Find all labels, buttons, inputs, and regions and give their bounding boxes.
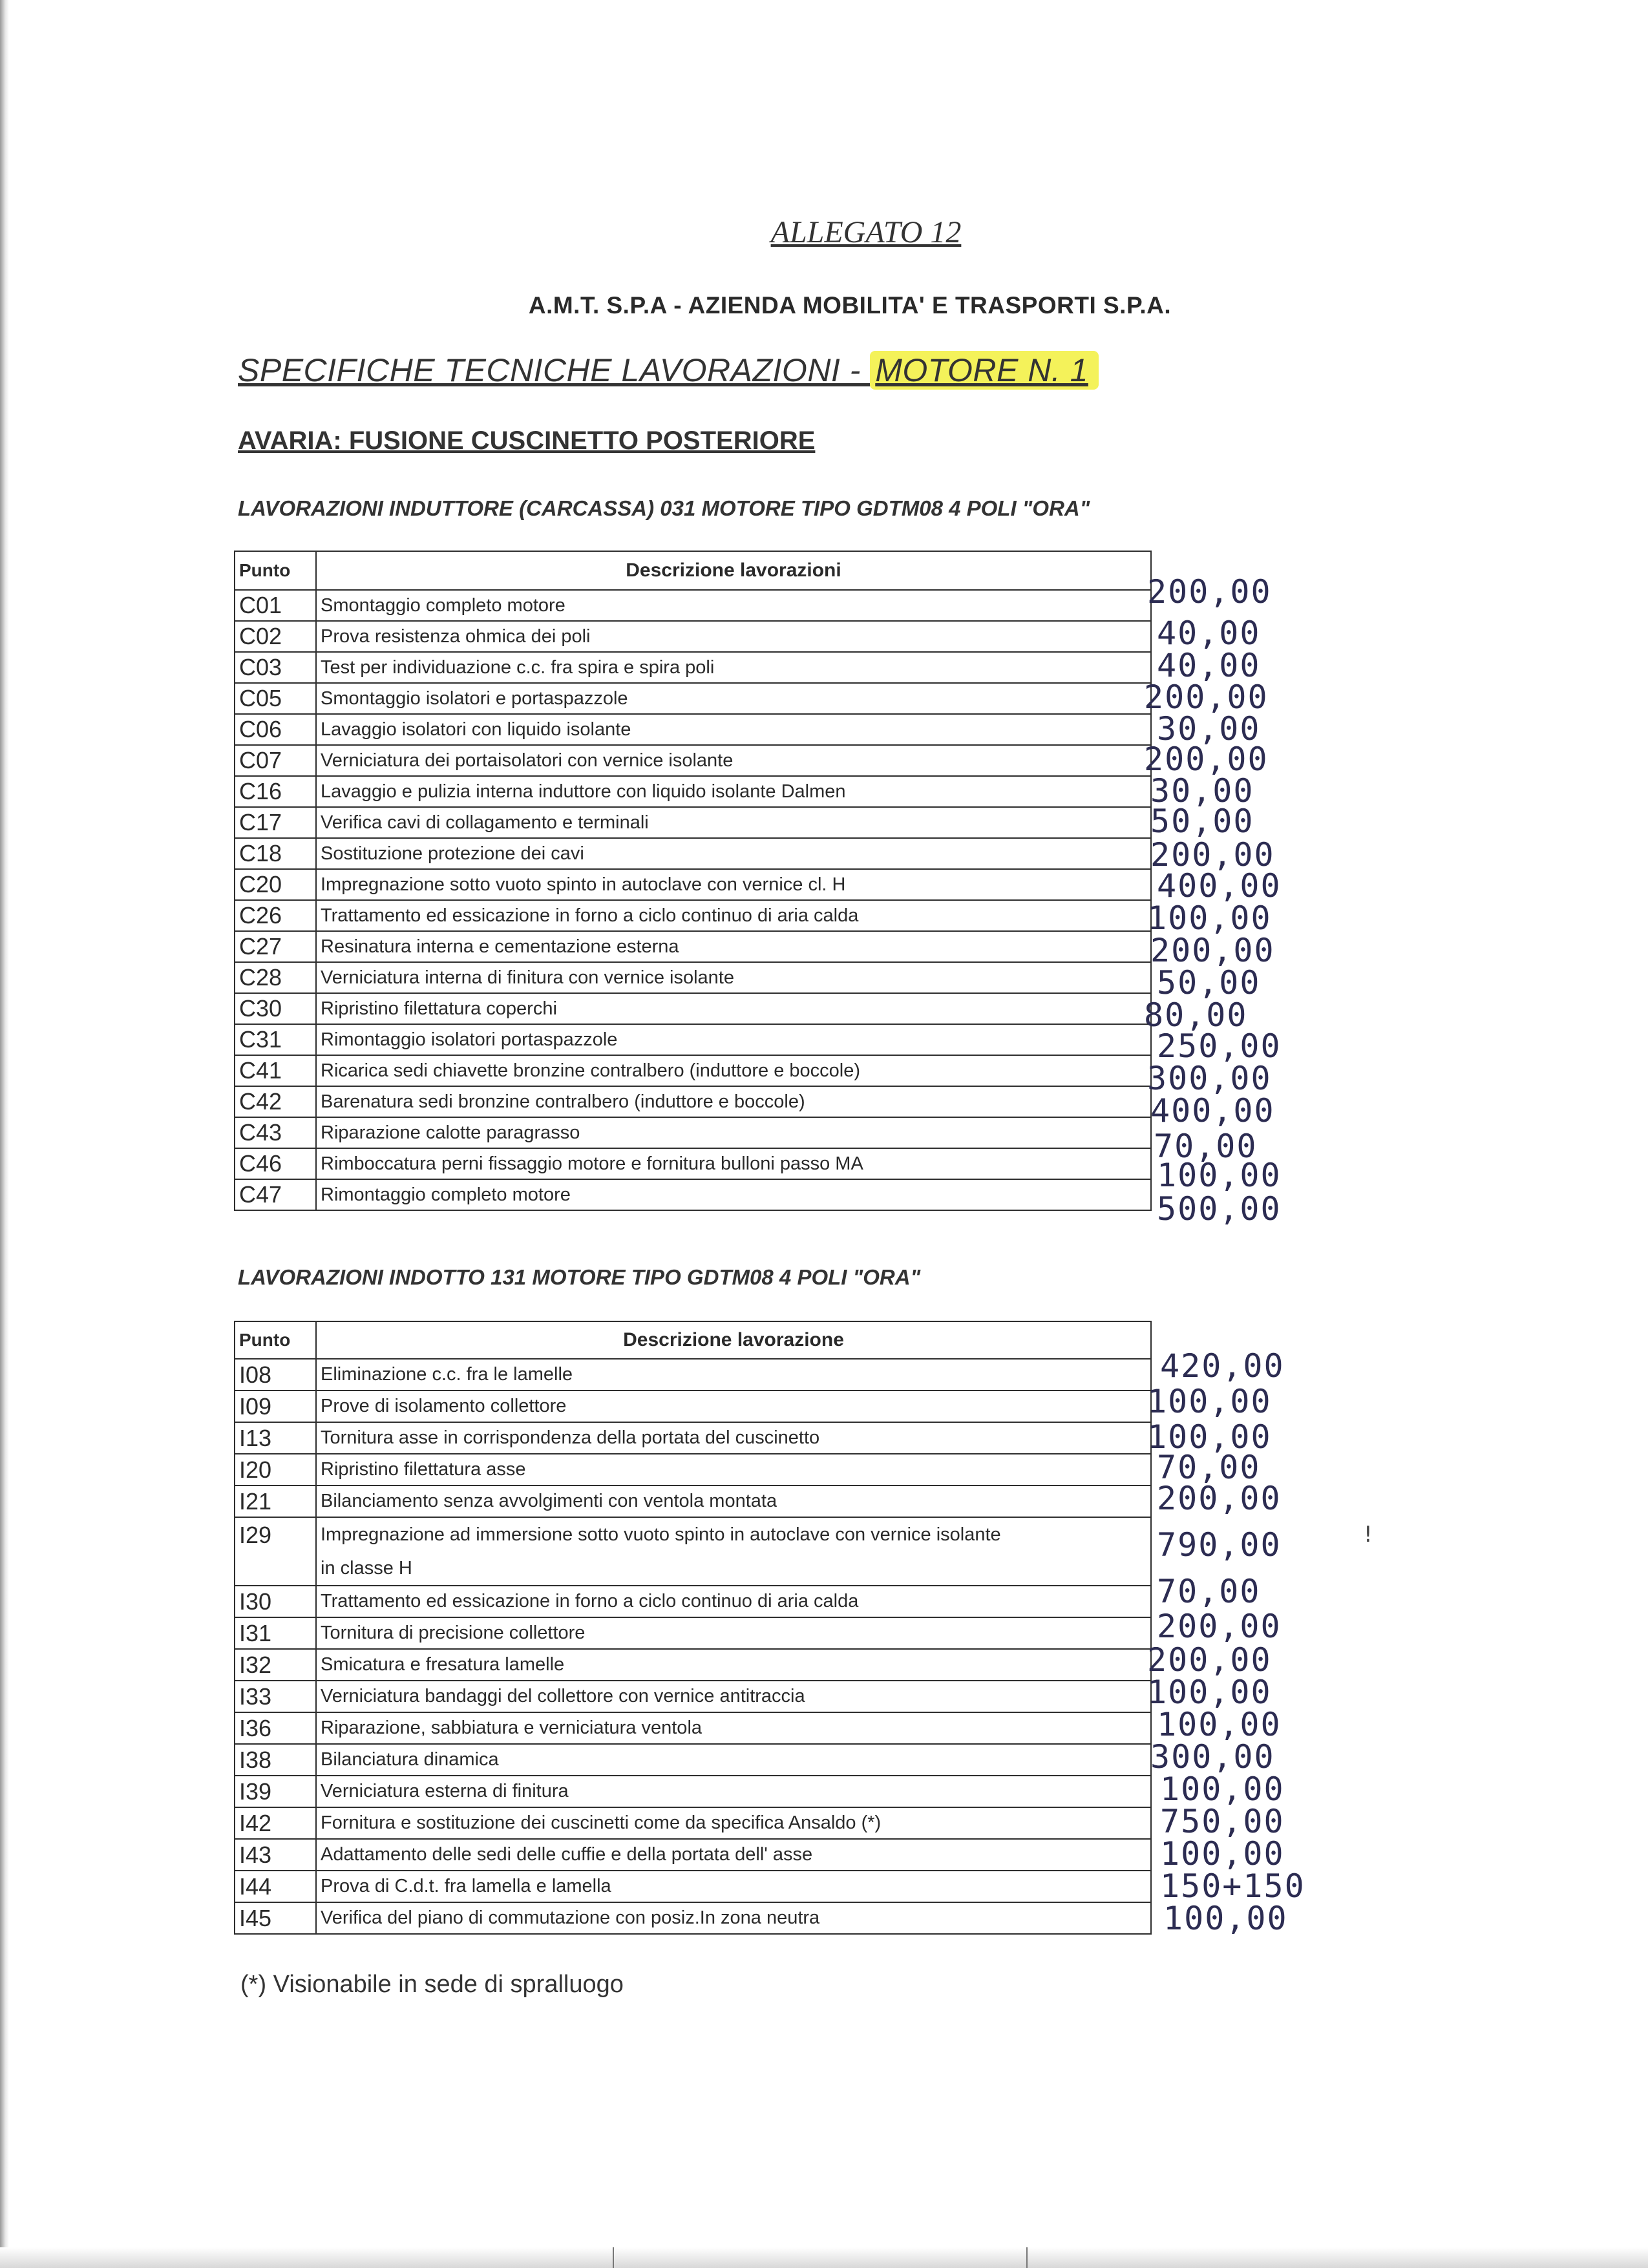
handwritten-price: 70,00 bbox=[1157, 1449, 1261, 1486]
allegato-title: ALLEGATO 12 bbox=[770, 215, 962, 249]
spec-title bbox=[238, 352, 1099, 389]
column-header-punto: Punto bbox=[235, 1321, 316, 1359]
handwritten-price: 150+150 bbox=[1160, 1867, 1305, 1905]
handwritten-price: 50,00 bbox=[1157, 964, 1261, 1002]
table-row bbox=[235, 1712, 1151, 1744]
row-code: I30 bbox=[235, 1586, 316, 1617]
table-row bbox=[235, 1179, 1151, 1210]
row-code: C01 bbox=[235, 590, 316, 621]
table-header-row bbox=[235, 1321, 1151, 1359]
row-description: Ripristino filettatura asse bbox=[316, 1454, 1151, 1486]
handwritten-price: 400,00 bbox=[1157, 867, 1282, 905]
table-row bbox=[235, 1681, 1151, 1712]
handwritten-price: 40,00 bbox=[1157, 647, 1261, 684]
row-description: Verniciatura interna di finitura con vernice isolante bbox=[316, 962, 1151, 993]
table-indotto bbox=[234, 1321, 1152, 1935]
table-row bbox=[235, 1422, 1151, 1454]
table-header-row bbox=[235, 551, 1151, 590]
table-row bbox=[235, 1586, 1151, 1617]
row-description: Trattamento ed essicazione in forno a ciclo continuo di aria calda bbox=[316, 1586, 1151, 1617]
row-code: C43 bbox=[235, 1117, 316, 1148]
row-code: I33 bbox=[235, 1681, 316, 1712]
row-description: Tornitura di precisione collettore bbox=[316, 1617, 1151, 1649]
row-code: I44 bbox=[235, 1871, 316, 1902]
avaria-title: AVARIA: FUSIONE CUSCINETTO POSTERIORE bbox=[238, 426, 816, 455]
handwritten-price: 70,00 bbox=[1154, 1128, 1258, 1165]
company-name: A.M.T. S.P.A - AZIENDA MOBILITA' E TRASPORTI S.P.A. bbox=[528, 292, 1172, 319]
row-description: Resinatura interna e cementazione esterna bbox=[316, 931, 1151, 962]
handwritten-price: 250,00 bbox=[1157, 1027, 1282, 1065]
row-description: Fornitura e sostituzione dei cuscinetti come da specifica Ansaldo (*) bbox=[316, 1807, 1151, 1839]
handwritten-price: 200,00 bbox=[1147, 573, 1272, 611]
row-description: Smontaggio isolatori e portaspazzole bbox=[316, 683, 1151, 714]
table-row bbox=[235, 1024, 1151, 1055]
handwritten-price: 400,00 bbox=[1150, 1092, 1275, 1129]
table-row bbox=[235, 869, 1151, 900]
row-description: Test per individuazione c.c. fra spira e spira poli bbox=[316, 652, 1151, 683]
table-row bbox=[235, 745, 1151, 776]
row-description: Ricarica sedi chiavette bronzine contralbero (induttore e boccole) bbox=[316, 1055, 1151, 1086]
handwritten-price: 200,00 bbox=[1150, 836, 1275, 874]
row-description: Lavaggio isolatori con liquido isolante bbox=[316, 714, 1151, 745]
handwritten-price: 500,00 bbox=[1157, 1190, 1282, 1228]
row-description: Impregnazione sotto vuoto spinto in autoclave con vernice cl. H bbox=[316, 869, 1151, 900]
row-code: I45 bbox=[235, 1902, 316, 1934]
row-code: C26 bbox=[235, 900, 316, 931]
handwritten-price: 100,00 bbox=[1147, 1418, 1272, 1456]
table-row bbox=[235, 652, 1151, 683]
row-code: C47 bbox=[235, 1179, 316, 1210]
row-description: Barenatura sedi bronzine contralbero (induttore e boccole) bbox=[316, 1086, 1151, 1117]
row-code: I36 bbox=[235, 1712, 316, 1744]
handwritten-price: 70,00 bbox=[1157, 1573, 1261, 1610]
handwritten-price: 200,00 bbox=[1157, 1608, 1282, 1645]
row-code: C31 bbox=[235, 1024, 316, 1055]
table-row bbox=[235, 1517, 1151, 1586]
row-code: I20 bbox=[235, 1454, 316, 1486]
row-code: C07 bbox=[235, 745, 316, 776]
handwritten-price: 790,00 bbox=[1157, 1526, 1282, 1564]
row-code: I39 bbox=[235, 1776, 316, 1807]
table-row bbox=[235, 1839, 1151, 1871]
row-description: Ripristino filettatura coperchi bbox=[316, 993, 1151, 1024]
handwritten-price: 100,00 bbox=[1160, 1770, 1285, 1808]
row-description: Riparazione, sabbiatura e verniciatura ventola bbox=[316, 1712, 1151, 1744]
row-description: Smontaggio completo motore bbox=[316, 590, 1151, 621]
table-row bbox=[235, 714, 1151, 745]
scan-border-left bbox=[0, 0, 9, 2268]
row-description: Riparazione calotte paragrasso bbox=[316, 1117, 1151, 1148]
handwritten-price: 200,00 bbox=[1144, 740, 1269, 778]
table-row bbox=[235, 1871, 1151, 1902]
table-row bbox=[235, 1902, 1151, 1934]
row-code: C06 bbox=[235, 714, 316, 745]
handwritten-price: 50,00 bbox=[1150, 803, 1254, 840]
handwritten-price: 200,00 bbox=[1150, 932, 1275, 969]
table-row bbox=[235, 1055, 1151, 1086]
handwritten-price: 100,00 bbox=[1157, 1706, 1282, 1743]
scan-mark bbox=[1026, 2247, 1028, 2268]
row-description-line1: Impregnazione ad immersione sotto vuoto spinto in autoclave con vernice isolante bbox=[321, 1524, 1001, 1545]
row-code: I31 bbox=[235, 1617, 316, 1649]
scan-mark bbox=[613, 2247, 614, 2268]
row-code: I09 bbox=[235, 1391, 316, 1422]
row-code: I38 bbox=[235, 1744, 316, 1776]
handwritten-price: 100,00 bbox=[1163, 1900, 1288, 1937]
row-description: Verniciatura bandaggi del collettore con vernice antitraccia bbox=[316, 1681, 1151, 1712]
table-row bbox=[235, 1454, 1151, 1486]
row-code: C28 bbox=[235, 962, 316, 993]
table-row bbox=[235, 1776, 1151, 1807]
row-description: Eliminazione c.c. fra le lamelle bbox=[316, 1359, 1151, 1391]
row-code: I21 bbox=[235, 1486, 316, 1517]
spec-title-highlight: MOTORE N. 1 bbox=[870, 351, 1099, 390]
row-description: Adattamento delle sedi delle cuffie e della portata dell' asse bbox=[316, 1839, 1151, 1871]
row-description: Verniciatura esterna di finitura bbox=[316, 1776, 1151, 1807]
table-row bbox=[235, 683, 1151, 714]
handwritten-price: 300,00 bbox=[1150, 1738, 1275, 1776]
row-description: Prova di C.d.t. fra lamella e lamella bbox=[316, 1871, 1151, 1902]
spec-title-prefix: SPECIFICHE TECNICHE LAVORAZIONI - bbox=[238, 352, 871, 388]
table-row bbox=[235, 900, 1151, 931]
row-code: C03 bbox=[235, 652, 316, 683]
row-description: Smicatura e fresatura lamelle bbox=[316, 1649, 1151, 1681]
table-row bbox=[235, 1086, 1151, 1117]
margin-exclamation-mark: ! bbox=[1364, 1522, 1373, 1548]
scan-border-bottom bbox=[0, 2247, 1648, 2268]
row-description bbox=[316, 1517, 1151, 1586]
row-description: Tornitura asse in corrispondenza della portata del cuscinetto bbox=[316, 1422, 1151, 1454]
row-code: C02 bbox=[235, 621, 316, 652]
column-header-descrizione: Descrizione lavorazione bbox=[316, 1321, 1151, 1359]
handwritten-price: 750,00 bbox=[1160, 1803, 1285, 1840]
row-description: Prove di isolamento collettore bbox=[316, 1391, 1151, 1422]
row-code: C30 bbox=[235, 993, 316, 1024]
row-description: Rimontaggio completo motore bbox=[316, 1179, 1151, 1210]
table-row bbox=[235, 1391, 1151, 1422]
row-code: C41 bbox=[235, 1055, 316, 1086]
handwritten-price: 30,00 bbox=[1157, 710, 1261, 748]
table-row bbox=[235, 993, 1151, 1024]
row-code: C16 bbox=[235, 776, 316, 807]
table-row bbox=[235, 1617, 1151, 1649]
table-row bbox=[235, 1744, 1151, 1776]
handwritten-price: 200,00 bbox=[1144, 678, 1269, 716]
row-description: Prova resistenza ohmica dei poli bbox=[316, 621, 1151, 652]
row-code: I29 bbox=[235, 1517, 316, 1586]
row-code: C42 bbox=[235, 1086, 316, 1117]
handwritten-price: 100,00 bbox=[1157, 1157, 1282, 1194]
row-code: I08 bbox=[235, 1359, 316, 1391]
section2-title: LAVORAZIONI INDOTTO 131 MOTORE TIPO GDTM08 4 POLI "ORA" bbox=[238, 1265, 921, 1289]
row-description: Verifica cavi di collagamento e terminali bbox=[316, 807, 1151, 838]
row-code: C17 bbox=[235, 807, 316, 838]
footnote: (*) Visionabile in sede di spralluogo bbox=[240, 1971, 624, 1998]
table-row bbox=[235, 838, 1151, 869]
handwritten-price: 100,00 bbox=[1147, 1674, 1272, 1711]
row-code: C20 bbox=[235, 869, 316, 900]
table-row bbox=[235, 1807, 1151, 1839]
table-row bbox=[235, 807, 1151, 838]
row-code: C46 bbox=[235, 1148, 316, 1179]
handwritten-price: 420,00 bbox=[1160, 1347, 1285, 1385]
column-header-punto: Punto bbox=[235, 551, 316, 590]
handwritten-price: 30,00 bbox=[1150, 772, 1254, 810]
table-row bbox=[235, 621, 1151, 652]
table-row bbox=[235, 962, 1151, 993]
row-description: Bilanciatura dinamica bbox=[316, 1744, 1151, 1776]
handwritten-price: 300,00 bbox=[1147, 1060, 1272, 1097]
section1-title: LAVORAZIONI INDUTTORE (CARCASSA) 031 MOTORE TIPO GDTM08 4 POLI "ORA" bbox=[238, 496, 1090, 520]
handwritten-price: 100,00 bbox=[1147, 899, 1272, 937]
row-description: Verifica del piano di commutazione con posiz.In zona neutra bbox=[316, 1902, 1151, 1934]
handwritten-price: 100,00 bbox=[1147, 1383, 1272, 1420]
table-row bbox=[235, 1486, 1151, 1517]
row-code: I43 bbox=[235, 1839, 316, 1871]
table-row bbox=[235, 931, 1151, 962]
row-description: Verniciatura dei portaisolatori con vernice isolante bbox=[316, 745, 1151, 776]
table-induttore bbox=[234, 551, 1152, 1211]
table-row bbox=[235, 1649, 1151, 1681]
column-header-descrizione: Descrizione lavorazioni bbox=[316, 551, 1151, 590]
row-code: I13 bbox=[235, 1422, 316, 1454]
row-code: C18 bbox=[235, 838, 316, 869]
row-code: C27 bbox=[235, 931, 316, 962]
row-description-line2: in classe H bbox=[321, 1558, 412, 1579]
row-description: Trattamento ed essicazione in forno a ciclo continuo di aria calda bbox=[316, 900, 1151, 931]
handwritten-price: 40,00 bbox=[1157, 614, 1261, 652]
table-row bbox=[235, 776, 1151, 807]
row-code: C05 bbox=[235, 683, 316, 714]
row-description: Sostituzione protezione dei cavi bbox=[316, 838, 1151, 869]
row-code: I42 bbox=[235, 1807, 316, 1839]
handwritten-price: 100,00 bbox=[1160, 1835, 1285, 1873]
table-row bbox=[235, 1148, 1151, 1179]
handwritten-price: 80,00 bbox=[1144, 996, 1248, 1034]
table-row bbox=[235, 590, 1151, 621]
table-row bbox=[235, 1359, 1151, 1391]
row-description: Rimontaggio isolatori portaspazzole bbox=[316, 1024, 1151, 1055]
row-description: Lavaggio e pulizia interna induttore con liquido isolante Dalmen bbox=[316, 776, 1151, 807]
handwritten-price: 200,00 bbox=[1157, 1480, 1282, 1517]
row-description: Bilanciamento senza avvolgimenti con ventola montata bbox=[316, 1486, 1151, 1517]
handwritten-price: 200,00 bbox=[1147, 1641, 1272, 1679]
row-description: Rimboccatura perni fissaggio motore e fornitura bulloni passo MA bbox=[316, 1148, 1151, 1179]
row-code: I32 bbox=[235, 1649, 316, 1681]
table-row bbox=[235, 1117, 1151, 1148]
